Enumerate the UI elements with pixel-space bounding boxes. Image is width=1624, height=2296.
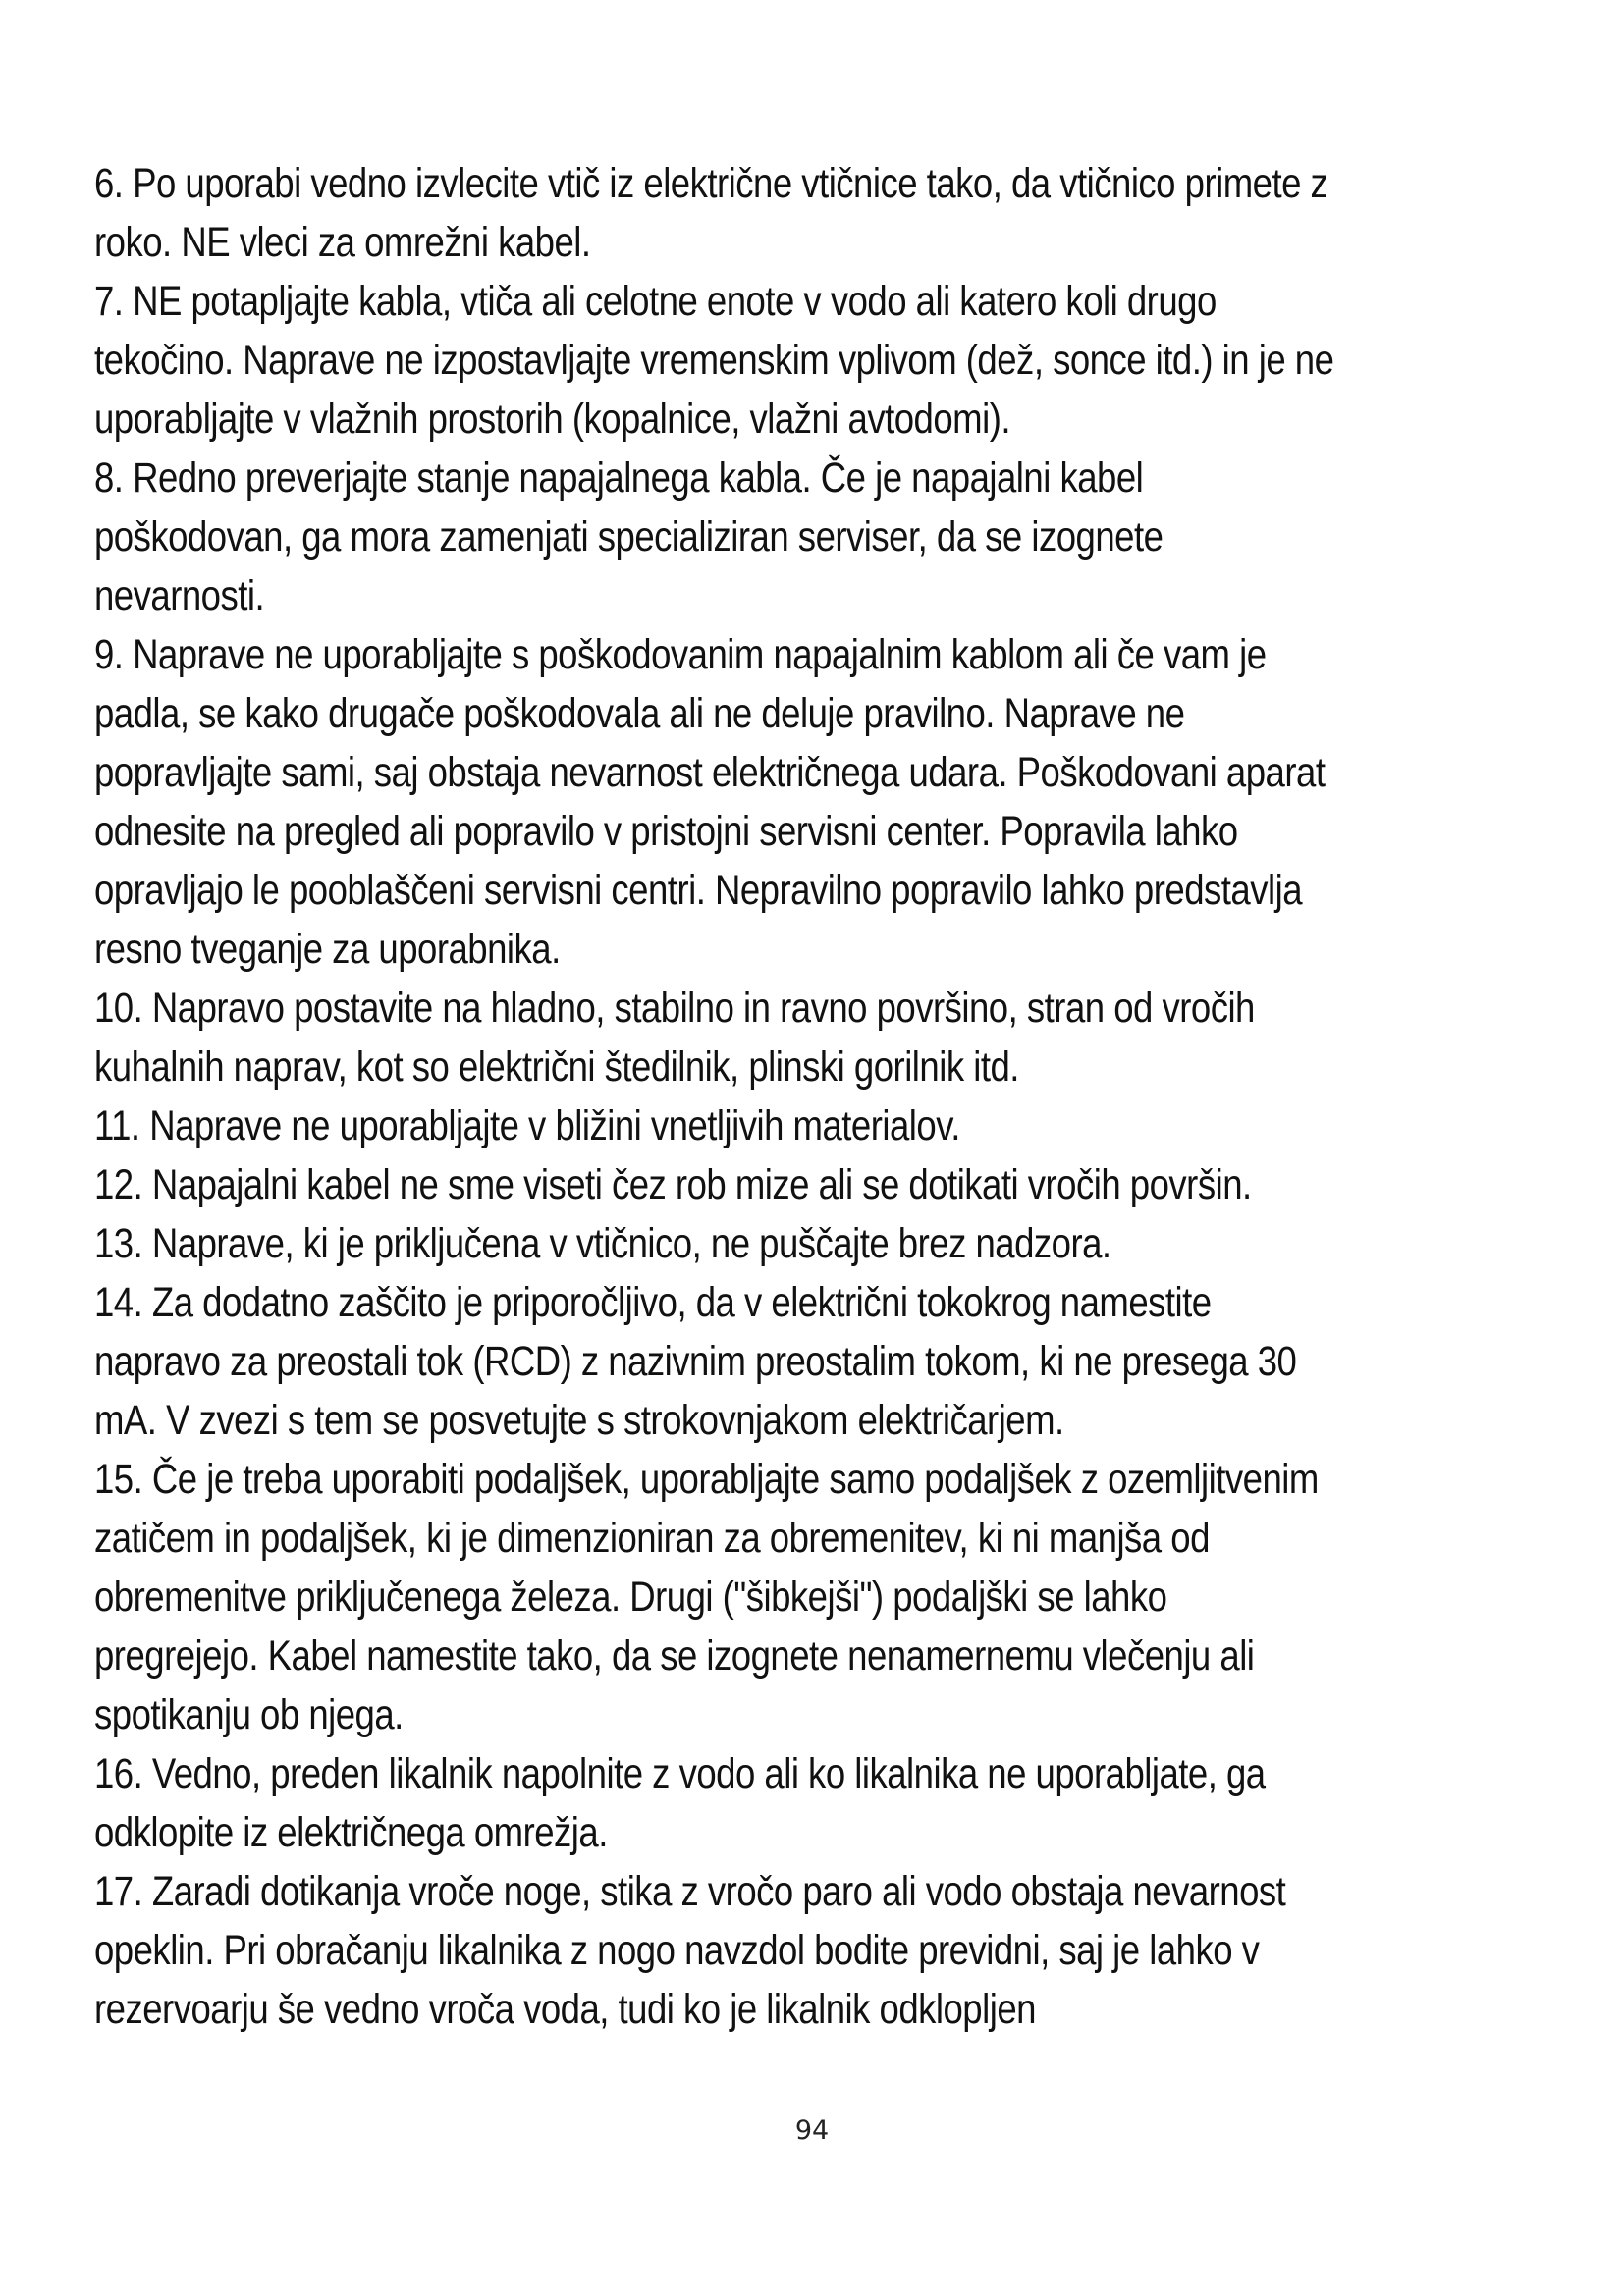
instruction-item-17: 17. Zaradi dotikanja vroče noge, stika z vročo paro ali vodo obstaja nevarnost opeklin. Pri obračanju likalnika z nogo navzdol bodite previdni, saj je lahko v rezervoarju še vedno vroča voda, tudi ko je likalnik odklopljen (94, 1869, 1286, 2033)
instruction-item-14: 14. Za dodatno zaščito je priporočljivo, da v električni tokokrog namestite napravo za preostali tok (RCD) z nazivnim preostalim tokom, ki ne presega 30 mA. V zvezi s tem se posvetujte s strokovnjakom električarjem. (94, 1280, 1297, 1444)
instruction-item-16: 16. Vedno, preden likalnik napolnite z vodo ali ko likalnika ne uporabljate, ga odklopite iz električnega omrežja. (94, 1751, 1266, 1856)
page-number: 94 (794, 2115, 830, 2146)
instruction-item-9: 9. Naprave ne uporabljajte s poškodovanim napajalnim kablom ali če vam je padla, se kako drugače poškodovala ali ne deluje pravilno. Naprave ne popravljajte sami, saj obstaja nevarnost električnega udara. Poškodovani aparat odnesite na pregled ali popravilo v pristojni servisni center. Popravila lahko opravljajo le pooblaščeni servisni centri. Nepravilno popravilo lahko predstavlja resno tveganje za uporabnika. (94, 632, 1326, 973)
safety-instructions-list (94, 155, 1335, 2040)
instruction-item-8: 8. Redno preverjajte stanje napajalnega kabla. Če je napajalni kabel poškodovan, ga mora zamenjati specializiran serviser, da se izognete nevarnosti. (94, 455, 1164, 619)
instruction-item-11: 11. Naprave ne uporabljajte v bližini vnetljivih materialov. (94, 1103, 960, 1149)
instruction-item-7: 7. NE potapljajte kabla, vtiča ali celotne enote v vodo ali katero koli drugo tekočino. Naprave ne izpostavljajte vremenskim vplivom (dež, sonce itd.) in je ne uporabljajte v vlažnih prostorih (kopalnice, vlažni avtodomi). (94, 279, 1334, 443)
instruction-item-12: 12. Napajalni kabel ne sme viseti čez rob mize ali se dotikati vročih površin. (94, 1162, 1252, 1208)
instruction-item-10: 10. Napravo postavite na hladno, stabilno in ravno površino, stran od vročih kuhalnih naprav, kot so električni štedilnik, plinski gorilnik itd. (94, 986, 1255, 1091)
instruction-item-15: 15. Če je treba uporabiti podaljšek, uporabljajte samo podaljšek z ozemljitvenim zatičem in podaljšek, ki je dimenzioniran za obremenitev, ki ni manjša od obremenitve priključenega železa. Drugi ("šibkejši") podaljški se lahko pregrejejo. Kabel namestite tako, da se izognete nenamernemu vlečenju ali spotikanju ob njega. (94, 1457, 1319, 1738)
instruction-item-13: 13. Naprave, ki je priključena v vtičnico, ne puščajte brez nadzora. (94, 1221, 1111, 1267)
instruction-item-6: 6. Po uporabi vedno izvlecite vtič iz električne vtičnice tako, da vtičnico primete z roko. NE vleci za omrežni kabel. (94, 161, 1328, 266)
